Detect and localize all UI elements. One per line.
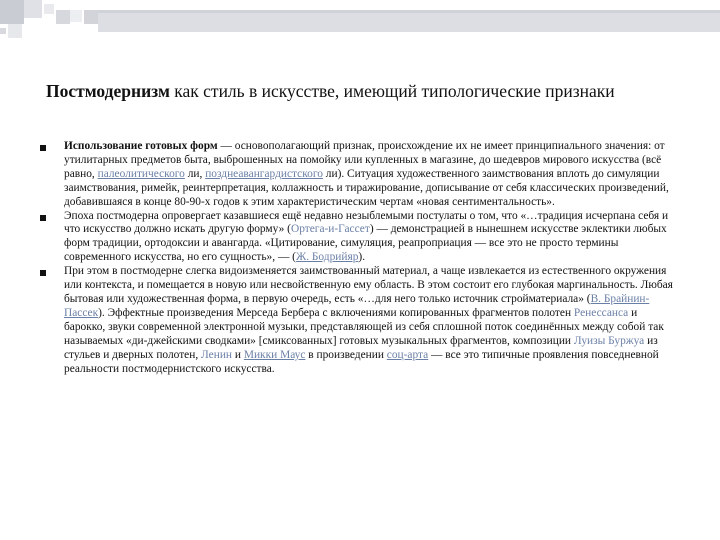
item-text: из стульев и дверных полотен, [64,334,658,361]
decor-square [0,28,6,34]
item-text: ). [358,251,366,264]
bullet-icon [40,270,46,276]
decor-square [44,4,54,14]
item-text: ли, [184,167,206,180]
list-item [36,265,676,376]
link-sots-art[interactable]: соц-арта [386,348,429,361]
decor-square [24,0,42,18]
decor-square [70,10,82,22]
item-text: ) — демонстрацией в нынешнем искусстве эклектики любых форм традиции, ортодоксии и авангарда. «Цитирование, симуляция, реапроприация — все это не просто термины современного искусства, но его сущность», — ( [64,223,667,264]
title-rest: как стиль в искусстве, имеющий типологические признаки [169,81,615,101]
item-text: и [232,348,244,361]
link-lenin[interactable]: Ленин [201,348,233,361]
link-paleolithic[interactable]: палеолитического [97,167,185,180]
decorative-squares [0,0,720,40]
link-renaissance[interactable]: Ренессанса [573,306,629,319]
decor-square [8,24,22,38]
decor-square [0,0,24,24]
item-text: — основополагающий признак, происхождение их не имеет принципиального значения: от утилитарных предметов быта, выброшенных на помойку или купленных в магазине, до шедевров мирового искусства (всё равно, [64,140,665,180]
decor-square [56,10,70,24]
link-baudrillard[interactable]: Ж. Бодрийяр [295,251,359,264]
bullet-list [36,140,676,376]
decor-square [84,10,98,24]
item-lead: Использование готовых форм [64,140,218,152]
slide-title [46,80,706,102]
item-text: ). Эффектные произведения Мерседа Бербера с включениями копированных фрагментов полотен [98,306,574,319]
list-item [36,210,676,266]
item-text: в произведении [305,348,387,361]
link-late-avantgarde[interactable]: позднеавангардистского [205,167,323,180]
link-ortega-y-gasset[interactable]: Ортега-и-Гассет [290,223,370,236]
item-text: и барокко, звуки современной электронной музыки, представляющей из себя сплошной поток соединённых между собой так называемых «ди-джейскими сводками» [смиксованных] готовых музыкальных фрагментов, композиции [64,306,664,347]
decor-band [98,10,720,13]
link-louise-bourgeois[interactable]: Луизы Буржуа [573,334,645,347]
item-text: При этом в постмодерне слегка видоизменяется заимствованный материал, а чаще извлекается из естественного окружения или контекста, и помещается в новую или несвойственную ему область. В этом состоит его глубокая маргинальность. Любая бытовая или художественная форма, в первую очередь, есть «…для него только источник стройматериала» ( [64,265,673,305]
bullet-icon [40,215,46,221]
link-mickey-mouse[interactable]: Микки Маус [243,348,306,361]
item-text: ли). Ситуация художественного заимствования вплоть до симуляции заимствования, римейк, реинтерпретация, коллажность и тиражирование, дописывание от себя классических произведений, добавившаяся в конце 80-90-х годов к этим характеристическим чертам «новая сентиментальность». [64,167,669,208]
title-bold: Постмодернизм [46,81,170,101]
item-text: Эпоха постмодерна опровергает казавшиеся ещё недавно незыблемыми постулаты о том, что «…традиция исчерпана себя и что искусство должно искать другую форму» ( [64,209,669,236]
list-item [36,140,676,210]
link-brainin-passek[interactable]: В. Брайнин-Пассек [64,292,650,319]
decor-band [98,10,720,32]
item-text: — все это типичные проявления повседневной реальности постмодернистского искусства. [64,348,659,375]
bullet-icon [40,145,46,151]
